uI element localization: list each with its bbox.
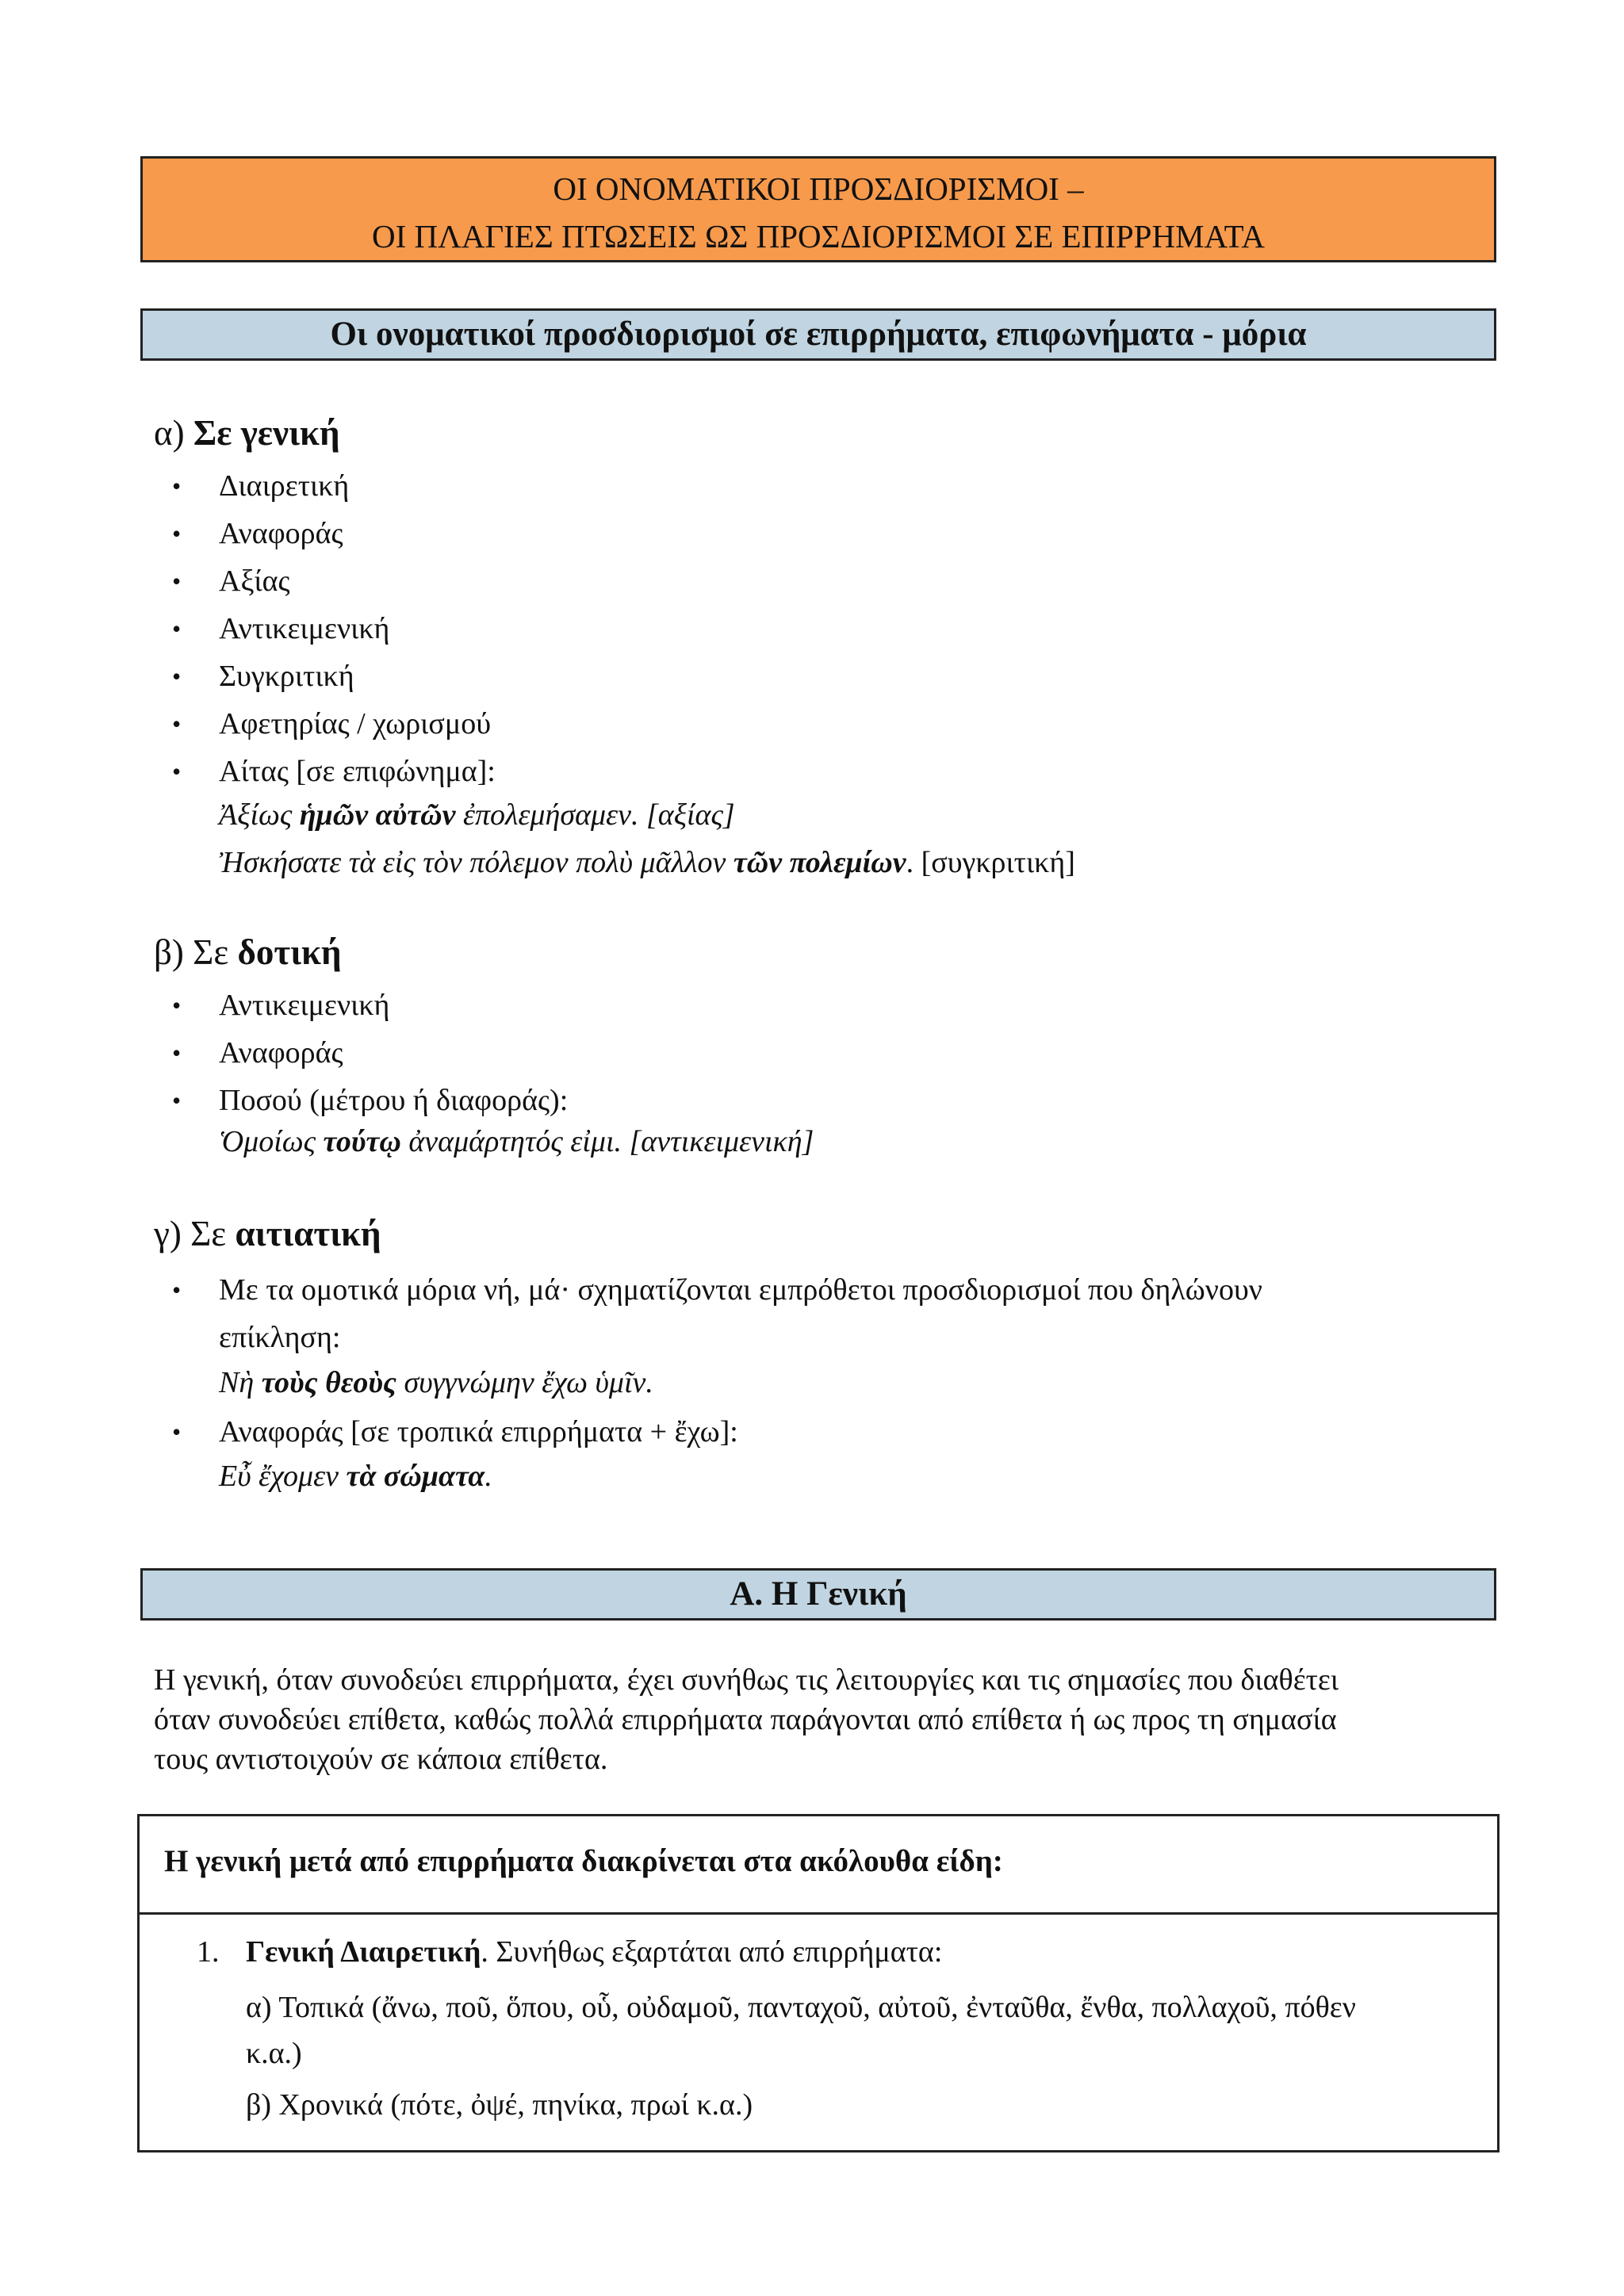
example-text: ἀναμάρτητός εἰμι. [αντικειμενική] bbox=[400, 1125, 814, 1158]
dative-example-1 bbox=[219, 1124, 814, 1159]
box-item-1 bbox=[246, 1934, 942, 1969]
box-heading: Η γενική μετά από επιρρήματα διακρίνεται στα ακόλουθα είδη: bbox=[164, 1844, 1003, 1878]
dative-heading bbox=[154, 932, 342, 973]
list-item: • Αντικειμενική bbox=[164, 605, 496, 652]
accusative-example-1 bbox=[219, 1365, 653, 1400]
sub-item-a-continued: κ.α.) bbox=[246, 2037, 302, 2070]
accusative-list-2 bbox=[164, 1408, 738, 1456]
example-text: ἐπολεμήσαμεν. [αξίας] bbox=[455, 798, 735, 832]
genitive-prefix: α) bbox=[154, 413, 193, 453]
genitive-example-2 bbox=[219, 845, 1075, 880]
title-box bbox=[140, 156, 1496, 262]
example-text: Ὁμοίως bbox=[219, 1125, 324, 1158]
example-note: . [συγκριτική] bbox=[906, 846, 1075, 879]
paragraph-line: Η γενική, όταν συνοδεύει επιρρήματα, έχει συνήθως τις λειτουργίες και τις σημασίες που διαθέτει bbox=[154, 1663, 1339, 1697]
list-item: • Αντικειμενική bbox=[164, 982, 568, 1029]
dative-label: δοτική bbox=[237, 932, 342, 972]
accusative-prefix: γ) Σε bbox=[154, 1214, 236, 1253]
example-emphasis: τὰ σώματα bbox=[346, 1460, 485, 1493]
list-item: • Αξίας bbox=[164, 557, 496, 605]
item-title: Γενική Διαιρετική bbox=[246, 1935, 481, 1969]
list-item: • Αναφοράς bbox=[164, 1029, 568, 1077]
list-item: • Αίτας [σε επιφώνημα]: bbox=[164, 748, 496, 795]
list-item: • Με τα ομοτικά μόρια νή, μά· σχηματίζονται εμπρόθετοι προσδιορισμοί που δηλώνουν bbox=[164, 1266, 1262, 1314]
paragraph-line: τους αντιστοιχούν σε κάποια επίθετα. bbox=[154, 1743, 608, 1776]
section-a-paragraph bbox=[154, 1660, 1486, 1779]
example-text: Νὴ bbox=[219, 1366, 262, 1399]
list-item: • Αναφοράς [σε τροπικά επιρρήματα + ἔχω]: bbox=[164, 1408, 738, 1456]
list-item: • Αναφοράς bbox=[164, 510, 496, 557]
example-text: . bbox=[485, 1460, 492, 1493]
example-emphasis: ἡμῶν αὐτῶν bbox=[299, 798, 456, 832]
example-text: συγγνώμην ἔχω ὑμῖν. bbox=[396, 1366, 653, 1399]
list-item: • Διαιρετική bbox=[164, 462, 496, 510]
dative-prefix: β) Σε bbox=[154, 932, 238, 972]
example-text: Εὖ ἔχομεν bbox=[219, 1460, 347, 1493]
accusative-example-2 bbox=[219, 1459, 492, 1494]
accusative-heading bbox=[154, 1213, 381, 1254]
example-emphasis: τούτῳ bbox=[323, 1125, 401, 1158]
paragraph-line: όταν συνοδεύει επίθετα, καθώς πολλά επιρρήματα παράγονται από επίθετα ή ως προς τη σημασία bbox=[154, 1703, 1337, 1736]
sub-item-a: α) Τοπικά (ἄνω, ποῦ, ὅπου, οὗ, οὐδαμοῦ, πανταχοῦ, αὐτοῦ, ἐνταῦθα, ἔνθα, πολλαχοῦ, πόθεν bbox=[246, 1991, 1356, 2024]
list-item: • Αφετηρίας / χωρισμού bbox=[164, 700, 496, 748]
genitive-label: Σε γενική bbox=[193, 413, 340, 453]
example-text: Ἀξίως bbox=[219, 798, 300, 832]
genitive-heading bbox=[154, 412, 340, 453]
title-line-2: ΟΙ ΠΛΑΓΙΕΣ ΠΤΩΣΕΙΣ ΩΣ ΠΡΟΣΔΙΟΡΙΣΜΟΙ ΣΕ ΕΠΙΡΡΗΜΑΤΑ bbox=[371, 218, 1266, 254]
dative-list bbox=[164, 982, 568, 1124]
sub-item-b: β) Χρονικά (πότε, ὀψέ, πηνίκα, πρωί κ.α.) bbox=[246, 2088, 753, 2122]
list-item: • Συγκριτική bbox=[164, 652, 496, 700]
section-a-title: Α. Η Γενική bbox=[140, 1568, 1496, 1621]
list-item: • Ποσού (μέτρου ή διαφοράς): bbox=[164, 1077, 568, 1124]
accusative-item-continuation: επίκληση: bbox=[219, 1321, 341, 1354]
example-emphasis: τῶν πολεμίων bbox=[733, 846, 906, 879]
accusative-label: αιτιατική bbox=[235, 1214, 381, 1253]
box-divider bbox=[137, 1912, 1500, 1915]
item-description: . Συνήθως εξαρτάται από επιρρήματα: bbox=[481, 1935, 943, 1969]
item-number: 1. bbox=[197, 1935, 220, 1969]
genitive-example-1 bbox=[219, 798, 735, 832]
accusative-list-1 bbox=[164, 1266, 1262, 1314]
example-text: Ἠσκήσατε τὰ εἰς τὸν πόλεμον πολὺ μᾶλλον bbox=[219, 846, 733, 879]
example-emphasis: τοὺς θεοὺς bbox=[261, 1366, 396, 1399]
subtitle-box: Οι ονοματικοί προσδιορισμοί σε επιρρήματα, επιφωνήματα - μόρια bbox=[140, 308, 1496, 361]
genitive-list bbox=[164, 462, 496, 795]
title-line-1: ΟΙ ΟΝΟΜΑΤΙΚΟΙ ΠΡΟΣΔΙΟΡΙΣΜΟΙ – bbox=[553, 170, 1084, 207]
